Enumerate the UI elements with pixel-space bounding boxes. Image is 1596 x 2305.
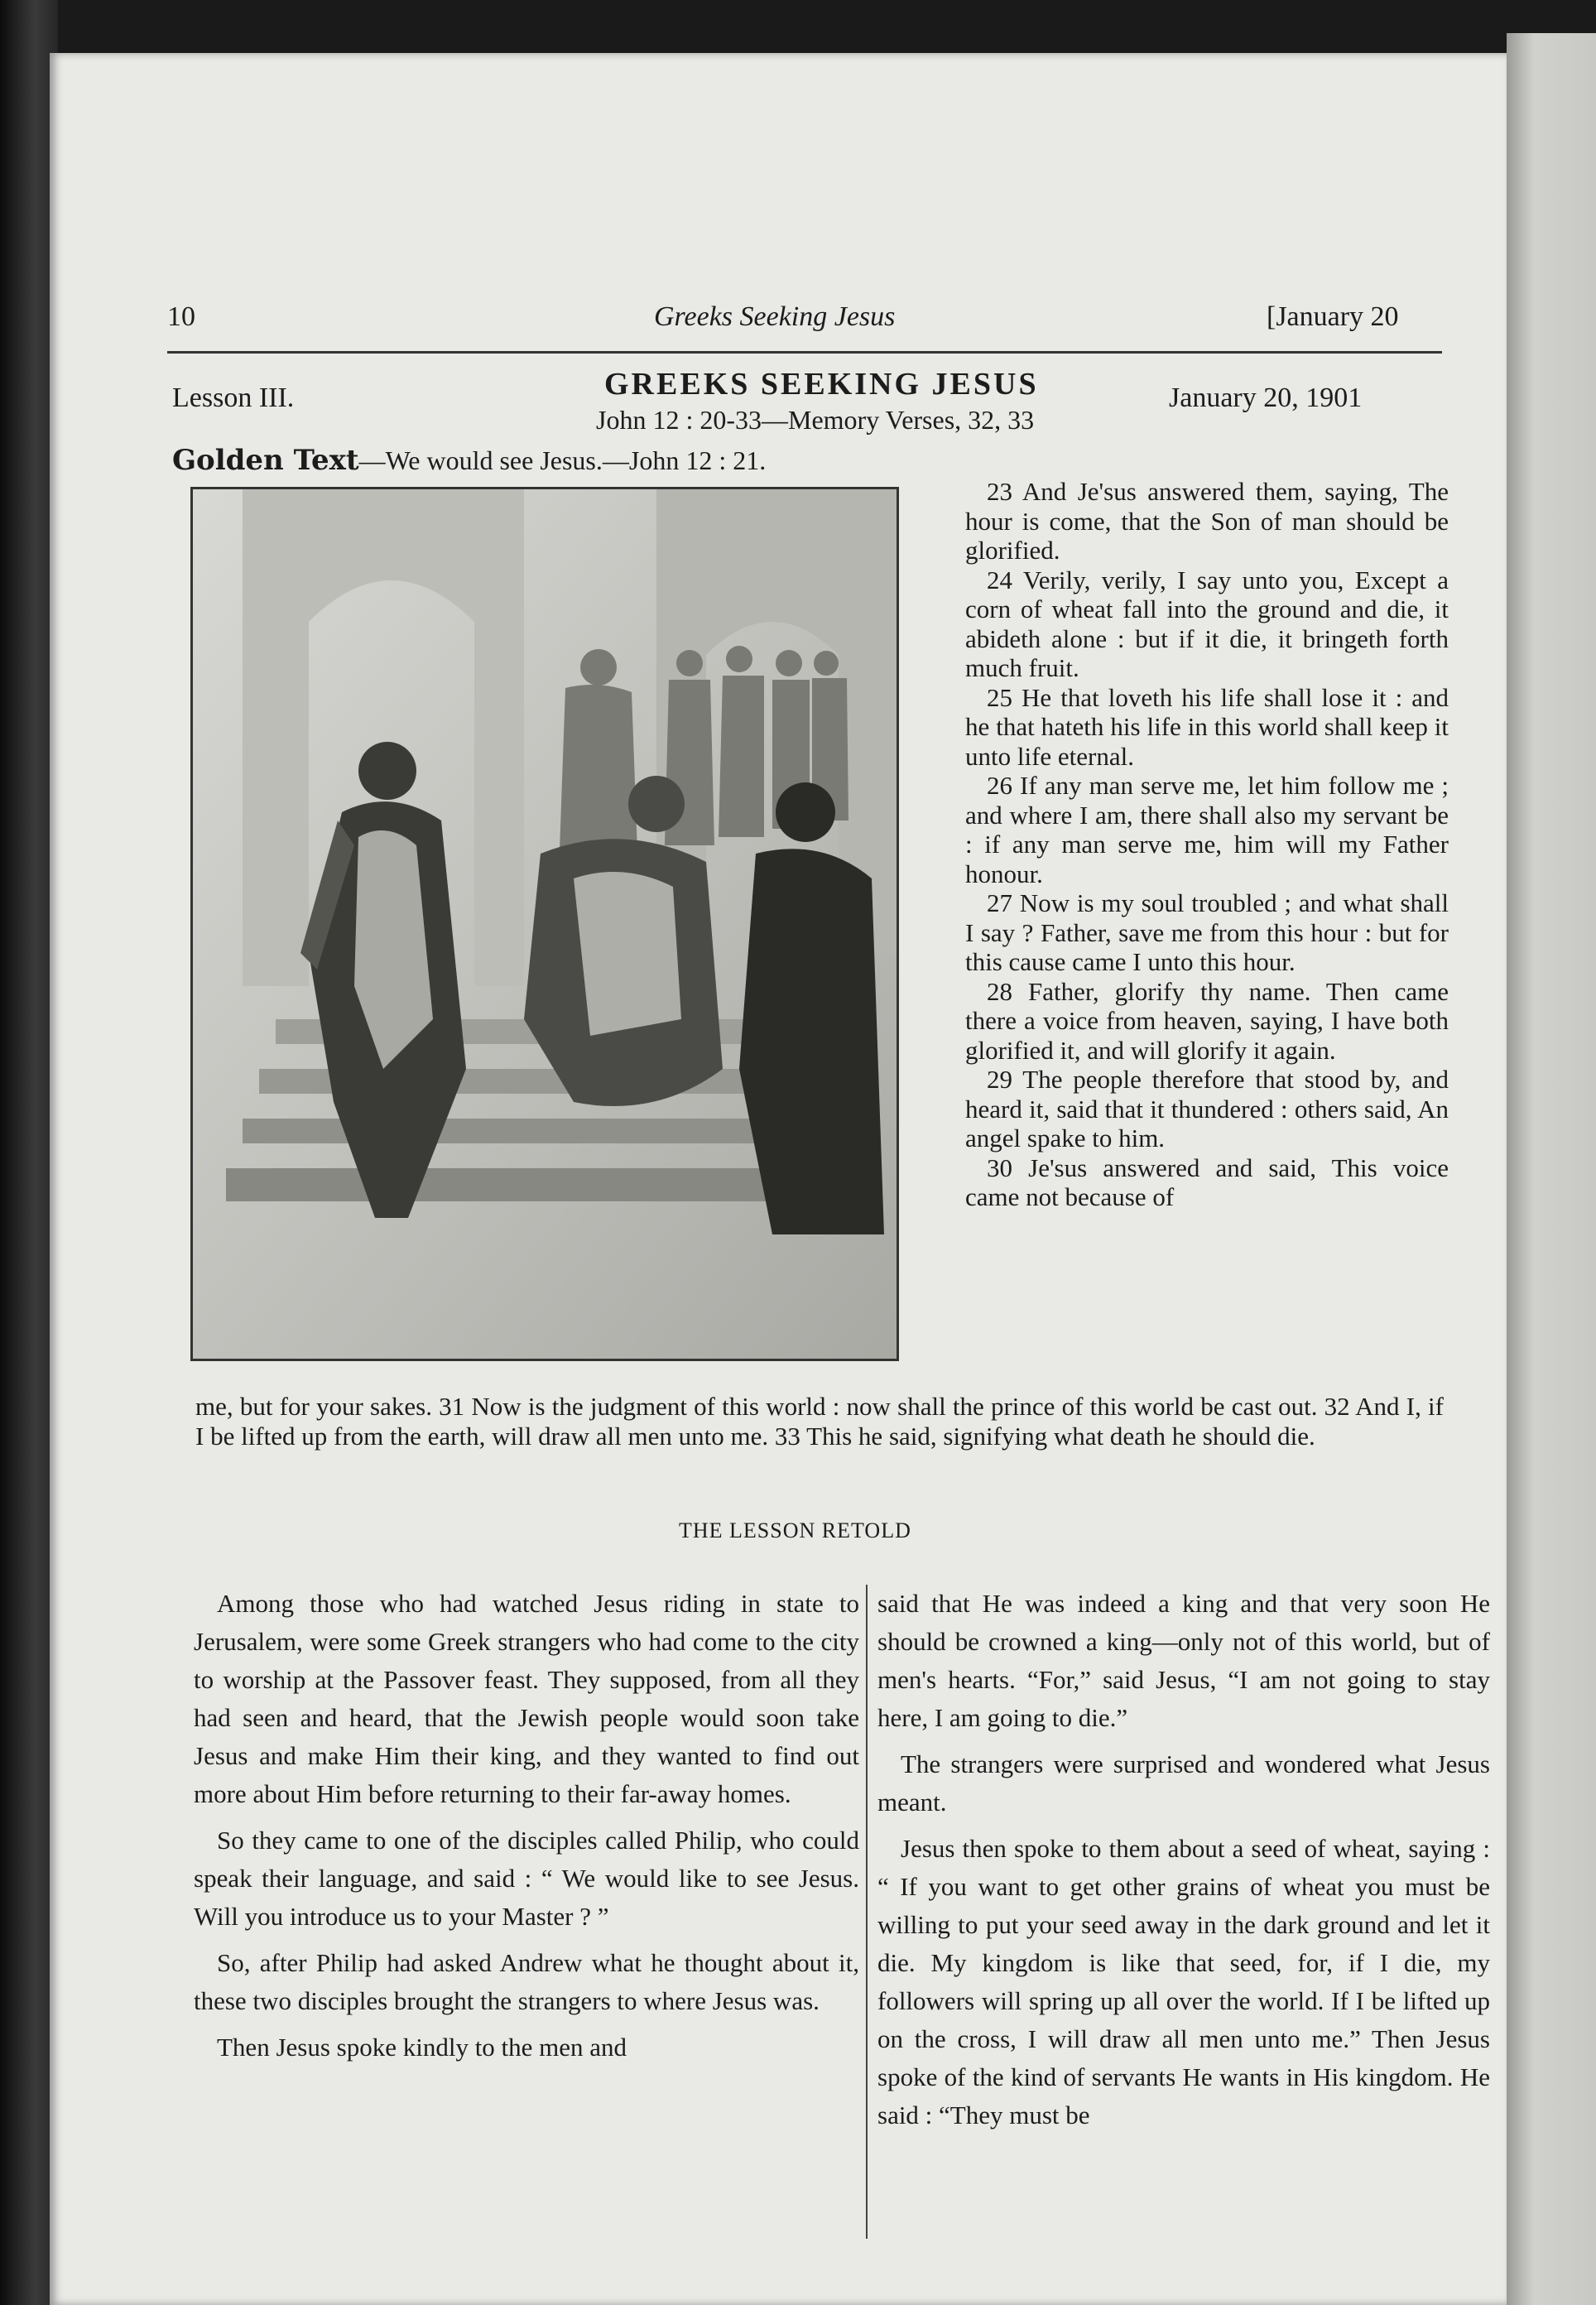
retold-left-column xyxy=(194,1585,859,2075)
verse-28: 28 Father, glorify thy name. Then came there a voice from heaven, saying, I have both glorified it, and will glorify it again. xyxy=(965,976,1449,1065)
book-page xyxy=(50,53,1507,2305)
scripture-references: John 12 : 20-33—Memory Verses, 32, 33 xyxy=(596,405,1035,435)
verse-27: 27 Now is my soul troubled ; and what shall I say ? Father, save me from this hour : but for this cause came I unto this hour. xyxy=(965,888,1449,976)
verses-31-33: me, but for your sakes. 31 Now is the judgment of this world : now shall the prince of this world be cast out. 32 And I, if I be lifted up from the earth, will draw all men unto me. 33 This he said, signifying what death he should die. xyxy=(195,1392,1444,1451)
retold-right-column xyxy=(877,1585,1490,2143)
illustration-icon xyxy=(193,489,897,1359)
retold-paragraph: So they came to one of the disciples called Philip, who could speak their language, and said : “ We would like to see Jesus. Will you introduce us to your Master ? ” xyxy=(194,1826,859,1931)
retold-paragraph: said that He was indeed a king and that very soon He should be crowned a king—only not of this world, but of men's hearts. “For,” said Jesus, “I am not going to stay here, I am going to die.” xyxy=(877,1589,1490,1732)
verse-26: 26 If any man serve me, let him follow me ; and where I am, there shall also my servant be : if any man serve me, him will my Father honour. xyxy=(965,771,1449,888)
running-title: Greeks Seeking Jesus xyxy=(654,301,896,332)
retold-paragraph: Jesus then spoke to them about a seed of wheat, saying : “ If you want to get other grains of wheat you must be willing to put your seed away in the dark ground and let it die. My kingdom is like that seed, for, if I die, my followers will spring up all over the world. If I be lifted up on the cross, I will draw all men unto me.” Then Jesus spoke of the kind of servants He wants in His kingdom. He said : “They must be xyxy=(877,1834,1490,2129)
running-date: [January 20 xyxy=(1267,301,1399,332)
header-rule xyxy=(167,351,1442,354)
retold-paragraph: The strangers were surprised and wondered what Jesus meant. xyxy=(877,1749,1490,1817)
retold-paragraph: Then Jesus spoke kindly to the men and xyxy=(217,2033,627,2062)
verse-24: 24 Verily, verily, I say unto you, Except a corn of wheat fall into the ground and die, it abideth alone : but if it die, it bringeth forth much fruit. xyxy=(965,565,1449,682)
verses-wide xyxy=(195,1392,1444,1451)
column-divider xyxy=(866,1585,868,2239)
retold-paragraph: Among those who had watched Jesus riding in state to Jerusalem, were some Greek strangers who had come to the city to worship at the Passover feast. They supposed, from all they had seen and heard, that the Jewish people would soon take Jesus and make Him their king, and they wanted to find out more about Him before returning to their far-away homes. xyxy=(194,1589,859,1808)
lesson-date: January 20, 1901 xyxy=(1169,383,1363,413)
engraving-illustration xyxy=(190,487,899,1361)
lesson-number: Lesson III. xyxy=(172,383,295,413)
verse-23: 23 And Je'sus answered them, saying, The hour is come, that the Son of man should be glorified. xyxy=(965,477,1449,565)
lesson-retold-heading: THE LESSON RETOLD xyxy=(679,1518,911,1542)
lesson-title: GREEKS SEEKING JESUS xyxy=(604,367,1039,402)
verses-right-column xyxy=(965,477,1449,1212)
page-number: 10 xyxy=(167,301,195,332)
verse-29: 29 The people therefore that stood by, and heard it, said that it thundered : others said, An angel spake to him. xyxy=(965,1065,1449,1152)
golden-text-label: Golden Text xyxy=(172,444,359,477)
golden-text-body: —We would see Jesus.—John 12 : 21. xyxy=(358,445,767,475)
retold-paragraph: So, after Philip had asked Andrew what he thought about it, these two disciples brought the strangers to where Jesus was. xyxy=(194,1948,859,2015)
golden-text xyxy=(172,444,766,477)
verse-25: 25 He that loveth his life shall lose it : and he that hateth his life in this world shall keep it unto life eternal. xyxy=(965,682,1449,771)
verse-30: 30 Je'sus answered and said, This voice came not because of xyxy=(965,1152,1449,1211)
next-page-edge xyxy=(1507,33,1596,2305)
